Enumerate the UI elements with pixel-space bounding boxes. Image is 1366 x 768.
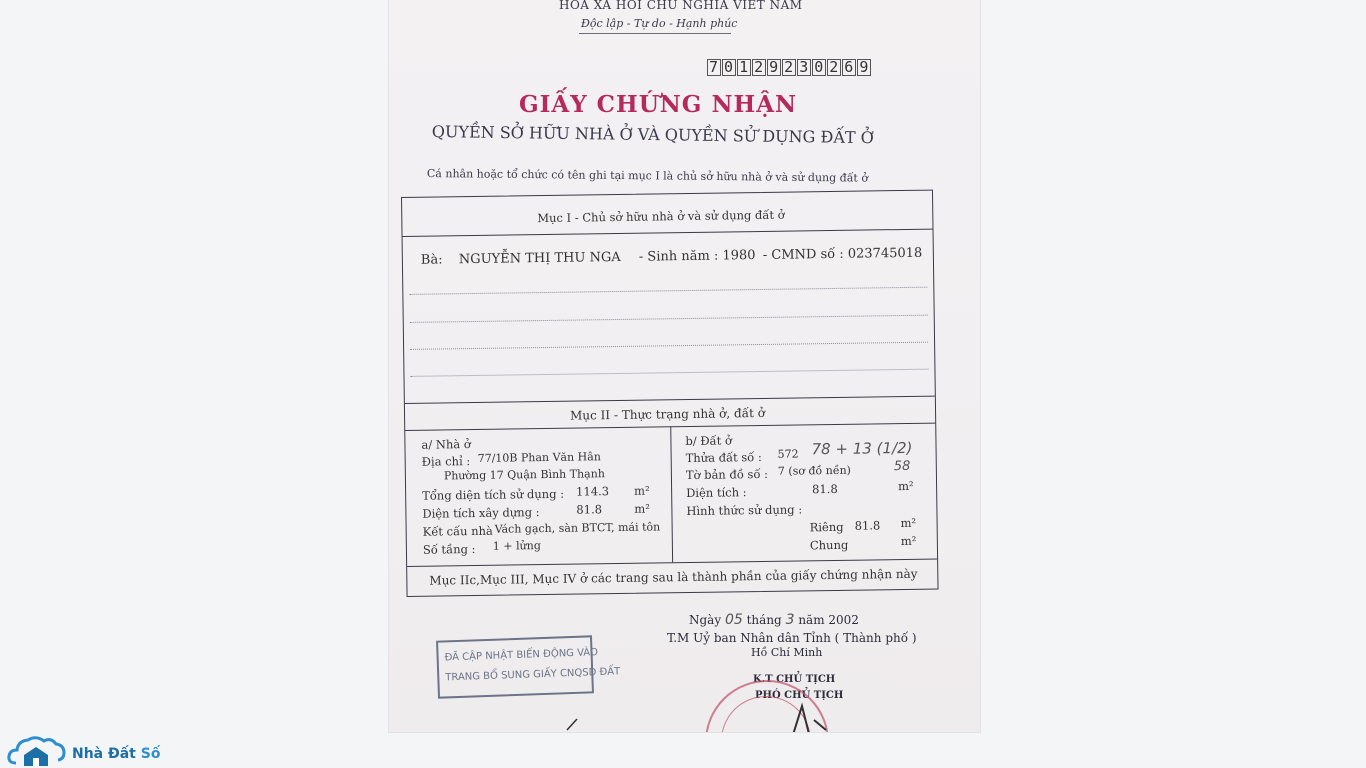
serial-digit: 3 (799, 58, 810, 76)
header-underline (579, 33, 731, 34)
issue-day: 05 (724, 612, 743, 628)
private-use-value: 81.8 (854, 518, 881, 533)
land-area-value: 81.8 (812, 481, 838, 497)
section2-heading: Mục II - Thực trạng nhà ở, đất ở (569, 405, 765, 423)
address-line-1: 77/10B Phan Văn Hân (477, 450, 601, 465)
land-label: b/ Đất ở (685, 433, 732, 449)
blank-line (410, 342, 928, 350)
document-subtitle: QUYỀN SỞ HỮU NHÀ Ở VÀ QUYỀN SỬ DỤNG ĐẤT Ở (431, 122, 874, 148)
cloud-house-icon (6, 733, 68, 767)
parcel-handwritten: 78 + 13 (1/2) (811, 438, 913, 459)
update-stamp (436, 635, 621, 698)
brand-name-part-2: Số (140, 746, 161, 762)
brand-name-part-1: Nhà Đất (72, 746, 141, 762)
total-area-label: Tổng diện tích sử dụng : (422, 486, 565, 503)
parcel-label: Thửa đất số : (685, 449, 762, 466)
built-area-unit: m² (634, 501, 650, 516)
signatory-role-2: PHÓ CHỦ TỊCH (755, 690, 844, 701)
owner-birth-year: - Sinh năm : 1980 (638, 248, 756, 265)
floors-label: Số tầng : (422, 541, 476, 557)
serial-digit: 0 (724, 58, 735, 76)
footer-note: Mục IIc,Mục III, Mục IV ở các trang sau là thành phần của giấy chứng nhận này (429, 566, 918, 588)
certificate-document (389, 0, 980, 732)
owner-id-number: - CMND số : 023745018 (762, 245, 923, 263)
floors-value: 1 + lửng (492, 539, 541, 553)
signatory-role-1: K.T CHỦ TỊCH (753, 674, 836, 685)
issuing-city: Hồ Chí Minh (751, 646, 823, 659)
private-use-unit: m² (900, 515, 917, 531)
private-use-label: Riêng (809, 519, 844, 535)
parcel-value: 572 (777, 447, 799, 461)
stamp-line-2: TRANG BỔ SUNG GIẤY CNQSD ĐẤT (445, 666, 621, 684)
date-prefix: Ngày (689, 613, 722, 627)
month-label: tháng (746, 613, 782, 627)
serial-digit: 7 (709, 58, 720, 76)
issue-month: 3 (785, 612, 795, 628)
serial-digit: 9 (859, 58, 870, 76)
brand-name (72, 746, 160, 762)
total-area-unit: m² (634, 483, 650, 498)
stamp-line-1: ĐÃ CẬP NHẬT BIẾN ĐỘNG VÀO (444, 647, 599, 664)
house-label: a/ Nhà ở (421, 437, 471, 452)
motto: Độc lập - Tự do - Hạnh phúc (581, 17, 738, 30)
land-area-unit: m² (897, 478, 914, 494)
map-sheet-value: 7 (sơ đồ nền) (777, 463, 851, 478)
certificate-table (401, 190, 939, 597)
column-divider (670, 426, 673, 562)
map-sheet-label: Tờ bản đồ số : (685, 466, 769, 483)
issuing-authority: T.M Uỷ ban Nhân dân Tỉnh ( Thành phố ) (667, 631, 917, 645)
section2-divider (405, 396, 935, 404)
shared-use-unit: m² (900, 533, 917, 549)
serial-digit: 2 (829, 58, 840, 76)
blank-line (410, 369, 928, 377)
brand-logo[interactable] (6, 733, 160, 767)
address-line-2: Phường 17 Quận Bình Thạnh (443, 467, 605, 483)
intro-statement: Cá nhân hoặc tổ chức có tên ghi tại mục I là chủ sở hữu nhà ở và sử dụng đất ở (426, 167, 869, 185)
republic-header: HOA XA HOI CHU NGHIA VIET NAM (559, 0, 803, 12)
year-label: năm 2002 (798, 613, 859, 627)
land-area-label: Diện tích : (686, 485, 747, 501)
blank-line (410, 315, 928, 323)
total-area-value: 114.3 (576, 484, 610, 499)
built-area-label: Diện tích xây dựng : (422, 505, 540, 521)
serial-digit: 2 (754, 58, 765, 76)
usage-form-label: Hình thức sử dụng : (686, 502, 803, 519)
signature-mark (784, 700, 834, 732)
structure-label: Kết cấu nhà (422, 523, 493, 539)
section1-heading-divider (403, 229, 933, 237)
pen-mark (565, 716, 581, 732)
shared-use-label: Chung (809, 537, 849, 553)
map-sheet-handwritten: 58 (893, 458, 911, 475)
serial-digit: 6 (844, 58, 855, 76)
issue-date (689, 612, 859, 628)
built-area-value: 81.8 (576, 502, 603, 517)
address-label: Địa chỉ : (421, 454, 471, 469)
serial-digit: 2 (784, 58, 795, 76)
structure-value: Vách gạch, sàn BTCT, mái tôn (494, 520, 661, 536)
salutation: Bà: (420, 252, 443, 268)
serial-digit: 9 (769, 58, 780, 76)
owner-name: NGUYỄN THỊ THU NGA (458, 249, 621, 268)
serial-digit: 0 (814, 58, 825, 76)
section1-heading: Mục I - Chủ sở hữu nhà ở và sử dụng đất ở (537, 207, 785, 226)
serial-number (707, 58, 872, 76)
serial-digit: 1 (739, 58, 750, 76)
document-title: GIẤY CHỨNG NHẬN (519, 91, 798, 118)
blank-line (409, 287, 927, 295)
